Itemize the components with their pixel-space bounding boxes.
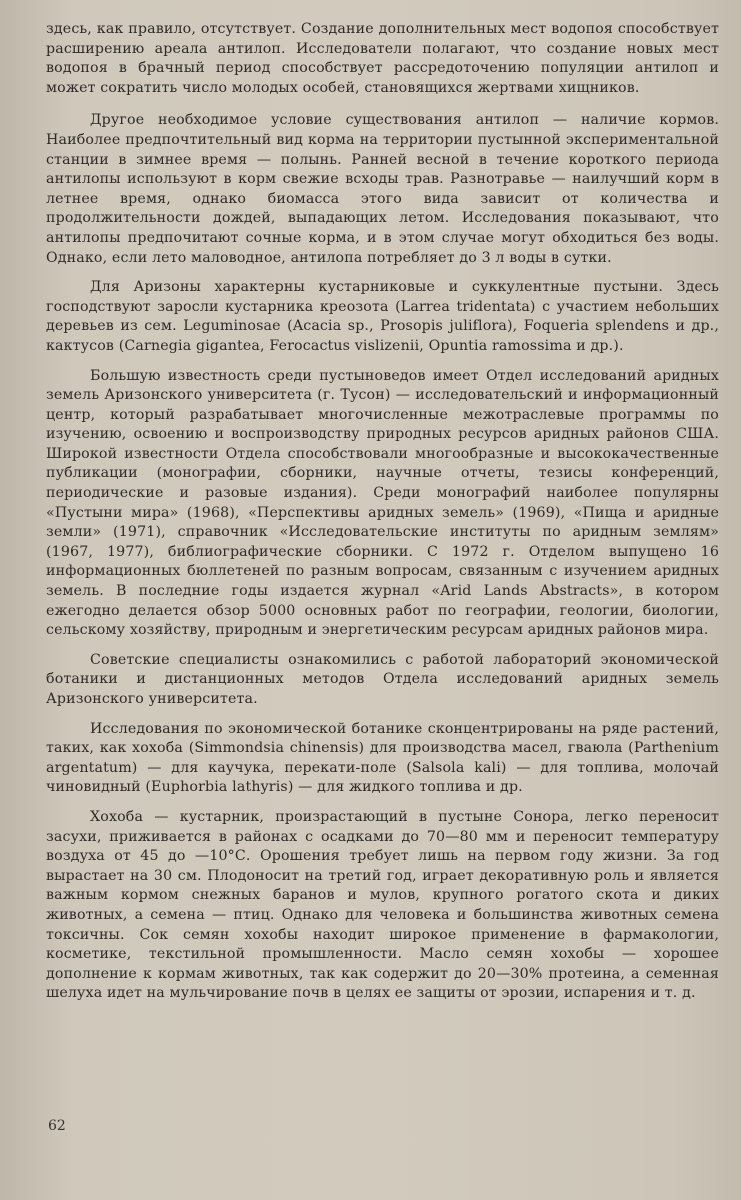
paragraph-soviet-specialists: Советские специалисты ознакомились с работой лабораторий экономической ботаники и дистанционных методов Отдела исследований аридных земель Аризонского университета. [46, 651, 719, 707]
paragraph-jojoba: Хохоба — кустарник, произрастающий в пустыне Сонора, легко переносит засухи, приживается в районах с осадками до 70—80 мм и переносит температуру воздуха от 45 до —10°С. Орошения требует лишь на первом году жизни. За год вырастает на 30 см. Плодоносит на третий год, играет декоративную роль и является важным кормом снежных баранов и мулов, крупного рогатого скота и диких животных, а семена — птиц. Однако для человека и большинства животных семена токсичны. Сок семян хохобы находит широкое применение в фармакологии, косметике, текстильной промышленности. Масло семян хохобы — хорошее дополнение к кормам животных, так как содержит до 20—30% протеина, а семенная шелуха идет на мульчирование почв в целях ее защиты от эрозии, испарения и т. д. [46, 808, 719, 1002]
paragraph-forage: Другое необходимое условие существования антилоп — наличие кормов. Наиболее предпочтительный вид корма на территории пустынной экспериментальной станции в зимнее время — полынь. Ранней весной в течение короткого периода антилопы используют в корм свежие всходы трав. Разнотравье — наилучший корм в летнее время, однако биомасса этого вида зависит от количества и продолжительности дождей, выпадающих летом. Исследования показывают, что антилопы предпочитают сочные корма, и в этом случае могут обходиться без воды. Однако, если лето маловодное, антилопа потребляет до 3 л воды в сутки. [46, 112, 719, 266]
page-number: 62 [48, 1118, 66, 1134]
paragraph-1-continued: здесь, как правило, отсутствует. Создание дополнительных мест водопоя способствует расширению ареала антилоп. Исследователи полагают, что создание новых мест водопоя в брачный период способствует рассредоточению популяции антилоп и может сократить число молодых особей, становящихся жертвами хищников. [46, 21, 719, 96]
paragraph-arid-lands-department: Большую известность среди пустыноведов имеет Отдел исследований аридных земель Аризонского университета (г. Тусон) — исследовательский и информационный центр, который разрабатывает многочисленные межотраслевые программы по изучению, освоению и воспроизводству природных ресурсов аридных районов США. Широкой известности Отдела способствовали многообразные и высококачественные публикации (монографии, сборники, научные отчеты, тезисы конференций, периодические и разовые издания). Среди монографий наиболее популярны «Пустыни мира» (1968), «Перспективы аридных земель» (1969), «Пища и аридные земли» (1971), справочник «Исследовательские институты по аридным землям» (1967, 1977), библиографические сборники. С 1972 г. Отделом выпущено 16 информационных бюллетеней по разным вопросам, связанным с изучением аридных земель. В последние годы издается журнал «Arid Lands Abstracts», в котором ежегодно делается обзор 5000 основных работ по географии, геологии, биологии, сельскому хозяйству, природным и энергетическим ресурсам аридных районов мира. [46, 367, 719, 639]
paragraph-economic-botany: Исследования по экономической ботанике сконцентрированы на ряде растений, таких, как хохоба (Simmondsia chinensis) для производства масел, гваюла (Parthenium argentatum) — для каучука, перекати-поле (Salsola kali) — для топлива, молочай чиновидный (Euphorbia lathyris) — для жидкого топлива и др. [46, 720, 719, 796]
paragraph-arizona-deserts: Для Аризоны характерны кустарниковые и суккулентные пустыни. Здесь господствуют заросли кустарника креозота (Larrea tridentata) с участием небольших деревьев из сем. Leguminosae (Acacia sp., Prosopis juliflora), Foqueria splendens и др., кактусов (Carnegia gigantea, Ferocactus vislizenii, Opuntia ramossima и др.). [46, 279, 719, 354]
